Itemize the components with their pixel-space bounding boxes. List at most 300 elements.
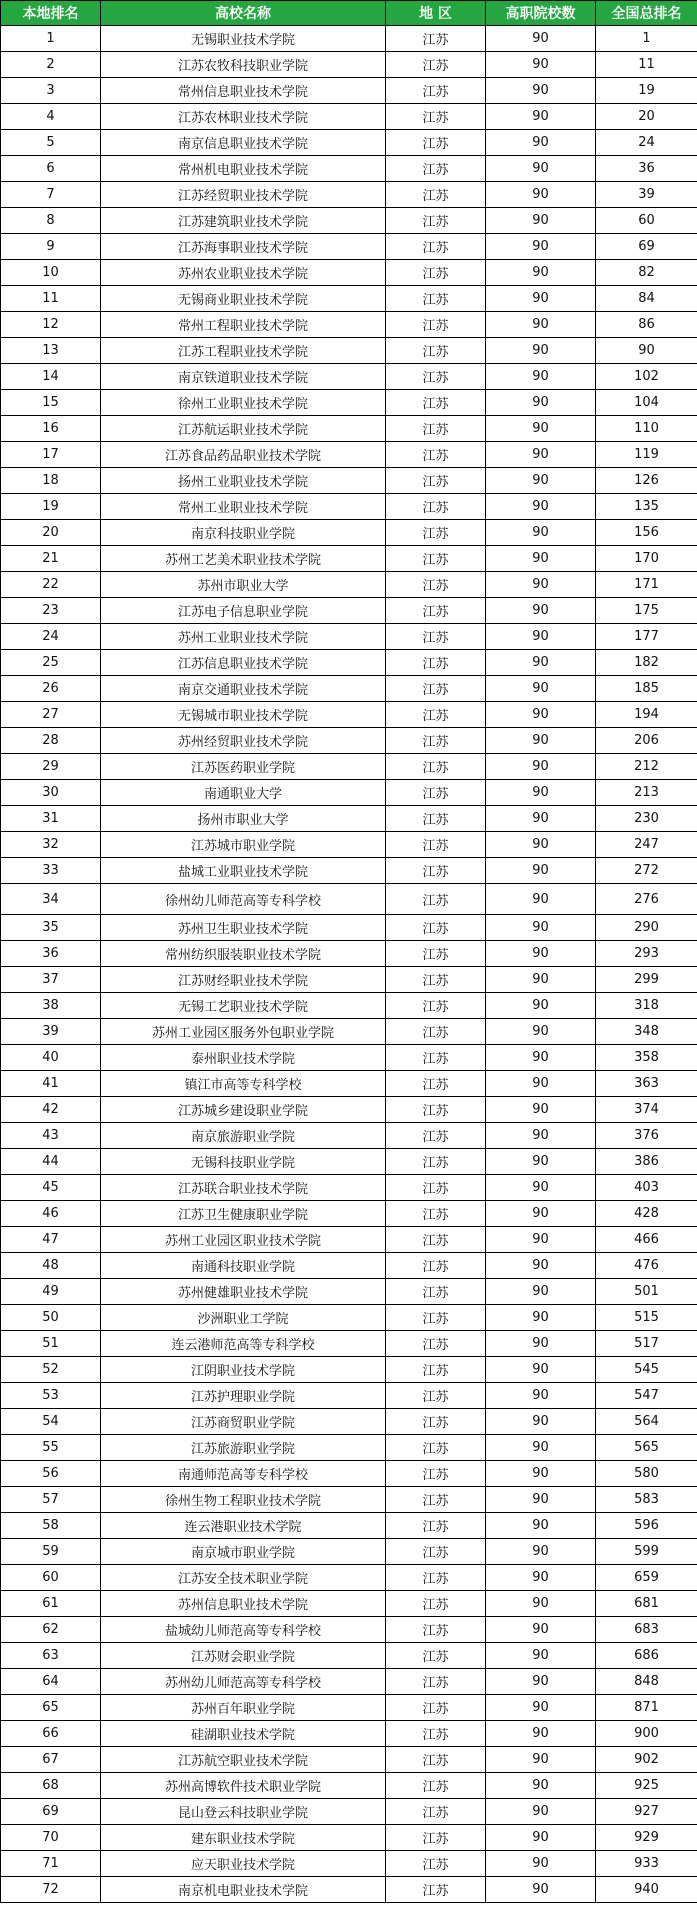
table-row: [1, 1539, 697, 1565]
school-name-cell: 盐城工业职业技术学院: [101, 858, 386, 884]
table-row: [1, 1461, 697, 1487]
school-name-cell: 江苏建筑职业技术学院: [101, 208, 386, 234]
school-name-cell: 江苏商贸职业学院: [101, 1409, 386, 1435]
table-row: [1, 754, 697, 780]
school-name-cell: 南京信息职业技术学院: [101, 130, 386, 156]
school-name-cell: 南京铁道职业技术学院: [101, 364, 386, 390]
national-rank-cell: 171: [596, 572, 697, 598]
school-name-cell: 应天职业技术学院: [101, 1851, 386, 1877]
local-rank-cell: 57: [1, 1487, 101, 1513]
school-name-cell: 徐州生物工程职业技术学院: [101, 1487, 386, 1513]
header-national-rank: 全国总排名: [596, 1, 697, 26]
school-count-cell: 90: [486, 104, 596, 130]
school-name-cell: 江苏海事职业技术学院: [101, 234, 386, 260]
school-name-cell: 江苏城乡建设职业学院: [101, 1097, 386, 1123]
school-count-cell: 90: [486, 1877, 596, 1903]
region-cell: 江苏: [386, 1565, 486, 1591]
region-cell: 江苏: [386, 1019, 486, 1045]
region-cell: 江苏: [386, 546, 486, 572]
school-count-cell: 90: [486, 993, 596, 1019]
school-name-cell: 建东职业技术学院: [101, 1825, 386, 1851]
local-rank-cell: 28: [1, 728, 101, 754]
local-rank-cell: 29: [1, 754, 101, 780]
national-rank-cell: 933: [596, 1851, 697, 1877]
local-rank-cell: 30: [1, 780, 101, 806]
national-rank-cell: 1: [596, 26, 697, 52]
national-rank-cell: 177: [596, 624, 697, 650]
school-name-cell: 苏州工业园区职业技术学院: [101, 1227, 386, 1253]
national-rank-cell: 596: [596, 1513, 697, 1539]
local-rank-cell: 14: [1, 364, 101, 390]
school-name-cell: 南通师范高等专科学校: [101, 1461, 386, 1487]
national-rank-cell: 376: [596, 1123, 697, 1149]
local-rank-cell: 47: [1, 1227, 101, 1253]
local-rank-cell: 49: [1, 1279, 101, 1305]
table-row: [1, 1149, 697, 1175]
school-name-cell: 江苏护理职业学院: [101, 1383, 386, 1409]
header-local-rank: 本地排名: [1, 1, 101, 26]
school-count-cell: 90: [486, 780, 596, 806]
school-count-cell: 90: [486, 1591, 596, 1617]
national-rank-cell: 940: [596, 1877, 697, 1903]
region-cell: 江苏: [386, 1461, 486, 1487]
region-cell: 江苏: [386, 1097, 486, 1123]
school-name-cell: 沙洲职业工学院: [101, 1305, 386, 1331]
school-name-cell: 徐州工业职业技术学院: [101, 390, 386, 416]
region-cell: 江苏: [386, 1773, 486, 1799]
region-cell: 江苏: [386, 1305, 486, 1331]
region-cell: 江苏: [386, 208, 486, 234]
school-count-cell: 90: [486, 494, 596, 520]
table-row: [1, 156, 697, 182]
table-row: [1, 832, 697, 858]
table-row: [1, 1253, 697, 1279]
school-name-cell: 江苏农林职业技术学院: [101, 104, 386, 130]
school-name-cell: 无锡商业职业技术学院: [101, 286, 386, 312]
table-row: [1, 967, 697, 993]
school-name-cell: 江苏安全技术职业学院: [101, 1565, 386, 1591]
national-rank-cell: 545: [596, 1357, 697, 1383]
school-count-cell: 90: [486, 234, 596, 260]
school-name-cell: 连云港职业技术学院: [101, 1513, 386, 1539]
school-count-cell: 90: [486, 468, 596, 494]
region-cell: 江苏: [386, 442, 486, 468]
school-name-cell: 苏州幼儿师范高等专科学校: [101, 1669, 386, 1695]
table-row: [1, 1773, 697, 1799]
table-row: [1, 1799, 697, 1825]
school-count-cell: 90: [486, 1201, 596, 1227]
national-rank-cell: 501: [596, 1279, 697, 1305]
school-count-cell: 90: [486, 1097, 596, 1123]
school-count-cell: 90: [486, 858, 596, 884]
school-count-cell: 90: [486, 754, 596, 780]
local-rank-cell: 72: [1, 1877, 101, 1903]
table-row: [1, 390, 697, 416]
local-rank-cell: 45: [1, 1175, 101, 1201]
region-cell: 江苏: [386, 884, 486, 915]
national-rank-cell: 681: [596, 1591, 697, 1617]
local-rank-cell: 52: [1, 1357, 101, 1383]
table-row: [1, 572, 697, 598]
national-rank-cell: 104: [596, 390, 697, 416]
table-row: [1, 1201, 697, 1227]
school-count-cell: 90: [486, 156, 596, 182]
national-rank-cell: 20: [596, 104, 697, 130]
school-name-cell: 苏州工业园区服务外包职业学院: [101, 1019, 386, 1045]
region-cell: 江苏: [386, 1175, 486, 1201]
school-name-cell: 常州工业职业技术学院: [101, 494, 386, 520]
region-cell: 江苏: [386, 1539, 486, 1565]
region-cell: 江苏: [386, 1851, 486, 1877]
national-rank-cell: 929: [596, 1825, 697, 1851]
region-cell: 江苏: [386, 676, 486, 702]
local-rank-cell: 59: [1, 1539, 101, 1565]
table-row: [1, 208, 697, 234]
local-rank-cell: 24: [1, 624, 101, 650]
local-rank-cell: 60: [1, 1565, 101, 1591]
table-row: [1, 1851, 697, 1877]
region-cell: 江苏: [386, 1877, 486, 1903]
national-rank-cell: 212: [596, 754, 697, 780]
school-name-cell: 苏州工业职业技术学院: [101, 624, 386, 650]
region-cell: 江苏: [386, 1201, 486, 1227]
school-count-cell: 90: [486, 941, 596, 967]
local-rank-cell: 50: [1, 1305, 101, 1331]
school-name-cell: 常州机电职业技术学院: [101, 156, 386, 182]
region-cell: 江苏: [386, 1409, 486, 1435]
school-count-cell: 90: [486, 1227, 596, 1253]
school-name-cell: 苏州工艺美术职业技术学院: [101, 546, 386, 572]
national-rank-cell: 902: [596, 1747, 697, 1773]
national-rank-cell: 580: [596, 1461, 697, 1487]
region-cell: 江苏: [386, 1487, 486, 1513]
local-rank-cell: 1: [1, 26, 101, 52]
table-row: [1, 915, 697, 941]
region-cell: 江苏: [386, 1227, 486, 1253]
school-name-cell: 苏州市职业大学: [101, 572, 386, 598]
school-count-cell: 90: [486, 1149, 596, 1175]
national-rank-cell: 175: [596, 598, 697, 624]
table-row: [1, 624, 697, 650]
region-cell: 江苏: [386, 780, 486, 806]
region-cell: 江苏: [386, 754, 486, 780]
school-name-cell: 江苏医药职业学院: [101, 754, 386, 780]
table-row: [1, 286, 697, 312]
national-rank-cell: 272: [596, 858, 697, 884]
region-cell: 江苏: [386, 78, 486, 104]
table-row: [1, 780, 697, 806]
region-cell: 江苏: [386, 650, 486, 676]
school-count-cell: 90: [486, 1669, 596, 1695]
national-rank-cell: 206: [596, 728, 697, 754]
school-name-cell: 苏州百年职业学院: [101, 1695, 386, 1721]
region-cell: 江苏: [386, 1513, 486, 1539]
local-rank-cell: 31: [1, 806, 101, 832]
local-rank-cell: 37: [1, 967, 101, 993]
school-name-cell: 常州纺织服装职业技术学院: [101, 941, 386, 967]
table-row: [1, 1123, 697, 1149]
national-rank-cell: 69: [596, 234, 697, 260]
local-rank-cell: 63: [1, 1643, 101, 1669]
school-count-cell: 90: [486, 78, 596, 104]
region-cell: 江苏: [386, 1071, 486, 1097]
table-row: [1, 234, 697, 260]
school-count-cell: 90: [486, 572, 596, 598]
school-count-cell: 90: [486, 1279, 596, 1305]
local-rank-cell: 16: [1, 416, 101, 442]
table-row: [1, 1357, 697, 1383]
school-count-cell: 90: [486, 546, 596, 572]
table-row: [1, 1669, 697, 1695]
table-row: [1, 1695, 697, 1721]
national-rank-cell: 564: [596, 1409, 697, 1435]
region-cell: 江苏: [386, 832, 486, 858]
school-count-cell: 90: [486, 338, 596, 364]
table-body: [1, 26, 697, 1903]
local-rank-cell: 25: [1, 650, 101, 676]
school-name-cell: 江苏航运职业技术学院: [101, 416, 386, 442]
national-rank-cell: 476: [596, 1253, 697, 1279]
region-cell: 江苏: [386, 364, 486, 390]
school-name-cell: 常州信息职业技术学院: [101, 78, 386, 104]
national-rank-cell: 60: [596, 208, 697, 234]
region-cell: 江苏: [386, 1383, 486, 1409]
local-rank-cell: 18: [1, 468, 101, 494]
national-rank-cell: 599: [596, 1539, 697, 1565]
school-count-cell: 90: [486, 1461, 596, 1487]
school-name-cell: 江苏旅游职业学院: [101, 1435, 386, 1461]
school-count-cell: 90: [486, 182, 596, 208]
table-row: [1, 1565, 697, 1591]
school-name-cell: 江苏联合职业技术学院: [101, 1175, 386, 1201]
table-row: [1, 26, 697, 52]
national-rank-cell: 686: [596, 1643, 697, 1669]
school-count-cell: 90: [486, 650, 596, 676]
school-name-cell: 无锡工艺职业技术学院: [101, 993, 386, 1019]
header-row: [1, 1, 697, 26]
region-cell: 江苏: [386, 416, 486, 442]
national-rank-cell: 925: [596, 1773, 697, 1799]
school-count-cell: 90: [486, 1721, 596, 1747]
region-cell: 江苏: [386, 1435, 486, 1461]
national-rank-cell: 156: [596, 520, 697, 546]
national-rank-cell: 299: [596, 967, 697, 993]
table-row: [1, 1071, 697, 1097]
national-rank-cell: 11: [596, 52, 697, 78]
table-row: [1, 104, 697, 130]
national-rank-cell: 374: [596, 1097, 697, 1123]
national-rank-cell: 19: [596, 78, 697, 104]
school-count-cell: 90: [486, 1617, 596, 1643]
school-count-cell: 90: [486, 1643, 596, 1669]
school-name-cell: 南通科技职业学院: [101, 1253, 386, 1279]
national-rank-cell: 428: [596, 1201, 697, 1227]
school-count-cell: 90: [486, 728, 596, 754]
table-row: [1, 941, 697, 967]
region-cell: 江苏: [386, 1045, 486, 1071]
local-rank-cell: 34: [1, 884, 101, 915]
region-cell: 江苏: [386, 1149, 486, 1175]
region-cell: 江苏: [386, 52, 486, 78]
local-rank-cell: 13: [1, 338, 101, 364]
region-cell: 江苏: [386, 1721, 486, 1747]
national-rank-cell: 84: [596, 286, 697, 312]
school-count-cell: 90: [486, 1409, 596, 1435]
region-cell: 江苏: [386, 728, 486, 754]
region-cell: 江苏: [386, 260, 486, 286]
national-rank-cell: 182: [596, 650, 697, 676]
region-cell: 江苏: [386, 26, 486, 52]
local-rank-cell: 22: [1, 572, 101, 598]
table-row: [1, 364, 697, 390]
region-cell: 江苏: [386, 1747, 486, 1773]
school-count-cell: 90: [486, 1253, 596, 1279]
region-cell: 江苏: [386, 1669, 486, 1695]
region-cell: 江苏: [386, 1279, 486, 1305]
school-name-cell: 昆山登云科技职业学院: [101, 1799, 386, 1825]
school-name-cell: 南京城市职业学院: [101, 1539, 386, 1565]
school-name-cell: 江苏工程职业技术学院: [101, 338, 386, 364]
local-rank-cell: 7: [1, 182, 101, 208]
school-name-cell: 扬州工业职业技术学院: [101, 468, 386, 494]
table-row: [1, 1305, 697, 1331]
local-rank-cell: 12: [1, 312, 101, 338]
school-count-cell: 90: [486, 1825, 596, 1851]
school-count-cell: 90: [486, 1747, 596, 1773]
school-count-cell: 90: [486, 1851, 596, 1877]
local-rank-cell: 61: [1, 1591, 101, 1617]
table-row: [1, 1877, 697, 1903]
national-rank-cell: 119: [596, 442, 697, 468]
school-name-cell: 无锡职业技术学院: [101, 26, 386, 52]
local-rank-cell: 23: [1, 598, 101, 624]
local-rank-cell: 32: [1, 832, 101, 858]
school-name-cell: 徐州幼儿师范高等专科学校: [101, 884, 386, 915]
local-rank-cell: 27: [1, 702, 101, 728]
national-rank-cell: 318: [596, 993, 697, 1019]
school-name-cell: 扬州市职业大学: [101, 806, 386, 832]
table-row: [1, 1019, 697, 1045]
school-name-cell: 南京旅游职业学院: [101, 1123, 386, 1149]
region-cell: 江苏: [386, 915, 486, 941]
local-rank-cell: 5: [1, 130, 101, 156]
local-rank-cell: 3: [1, 78, 101, 104]
region-cell: 江苏: [386, 468, 486, 494]
school-name-cell: 盐城幼儿师范高等专科学校: [101, 1617, 386, 1643]
school-count-cell: 90: [486, 1045, 596, 1071]
school-name-cell: 江苏信息职业技术学院: [101, 650, 386, 676]
table-row: [1, 598, 697, 624]
header-school-name: 高校名称: [101, 1, 386, 26]
region-cell: 江苏: [386, 598, 486, 624]
local-rank-cell: 40: [1, 1045, 101, 1071]
school-count-cell: 90: [486, 442, 596, 468]
national-rank-cell: 82: [596, 260, 697, 286]
local-rank-cell: 54: [1, 1409, 101, 1435]
school-count-cell: 90: [486, 1175, 596, 1201]
table-row: [1, 1747, 697, 1773]
table-row: [1, 1331, 697, 1357]
region-cell: 江苏: [386, 1695, 486, 1721]
national-rank-cell: 565: [596, 1435, 697, 1461]
school-name-cell: 江苏财经职业技术学院: [101, 967, 386, 993]
local-rank-cell: 6: [1, 156, 101, 182]
table-row: [1, 1383, 697, 1409]
national-rank-cell: 213: [596, 780, 697, 806]
school-count-cell: 90: [486, 1799, 596, 1825]
school-name-cell: 连云港师范高等专科学校: [101, 1331, 386, 1357]
local-rank-cell: 48: [1, 1253, 101, 1279]
table-row: [1, 468, 697, 494]
school-count-cell: 90: [486, 26, 596, 52]
table-row: [1, 1097, 697, 1123]
school-count-cell: 90: [486, 260, 596, 286]
national-rank-cell: 24: [596, 130, 697, 156]
national-rank-cell: 135: [596, 494, 697, 520]
table-row: [1, 1591, 697, 1617]
table-row: [1, 130, 697, 156]
region-cell: 江苏: [386, 941, 486, 967]
local-rank-cell: 20: [1, 520, 101, 546]
table-row: [1, 1045, 697, 1071]
school-count-cell: 90: [486, 130, 596, 156]
region-cell: 江苏: [386, 1617, 486, 1643]
school-name-cell: 江苏财会职业学院: [101, 1643, 386, 1669]
school-name-cell: 江苏卫生健康职业学院: [101, 1201, 386, 1227]
school-count-cell: 90: [486, 208, 596, 234]
national-rank-cell: 290: [596, 915, 697, 941]
region-cell: 江苏: [386, 494, 486, 520]
region-cell: 江苏: [386, 806, 486, 832]
school-count-cell: 90: [486, 832, 596, 858]
school-count-cell: 90: [486, 1383, 596, 1409]
region-cell: 江苏: [386, 130, 486, 156]
region-cell: 江苏: [386, 520, 486, 546]
national-rank-cell: 348: [596, 1019, 697, 1045]
local-rank-cell: 21: [1, 546, 101, 572]
school-name-cell: 常州工程职业技术学院: [101, 312, 386, 338]
table-row: [1, 260, 697, 286]
table-row: [1, 78, 697, 104]
school-count-cell: 90: [486, 520, 596, 546]
local-rank-cell: 42: [1, 1097, 101, 1123]
table-row: [1, 1175, 697, 1201]
table-row: [1, 312, 697, 338]
region-cell: 江苏: [386, 572, 486, 598]
local-rank-cell: 56: [1, 1461, 101, 1487]
school-count-cell: 90: [486, 884, 596, 915]
local-rank-cell: 70: [1, 1825, 101, 1851]
school-count-cell: 90: [486, 702, 596, 728]
table-row: [1, 1617, 697, 1643]
table-row: [1, 416, 697, 442]
region-cell: 江苏: [386, 1123, 486, 1149]
school-count-cell: 90: [486, 52, 596, 78]
table-row: [1, 702, 697, 728]
national-rank-cell: 927: [596, 1799, 697, 1825]
local-rank-cell: 39: [1, 1019, 101, 1045]
region-cell: 江苏: [386, 182, 486, 208]
region-cell: 江苏: [386, 1825, 486, 1851]
table-row: [1, 728, 697, 754]
school-count-cell: 90: [486, 1071, 596, 1097]
national-rank-cell: 683: [596, 1617, 697, 1643]
school-count-cell: 90: [486, 1435, 596, 1461]
local-rank-cell: 15: [1, 390, 101, 416]
local-rank-cell: 58: [1, 1513, 101, 1539]
national-rank-cell: 515: [596, 1305, 697, 1331]
region-cell: 江苏: [386, 234, 486, 260]
